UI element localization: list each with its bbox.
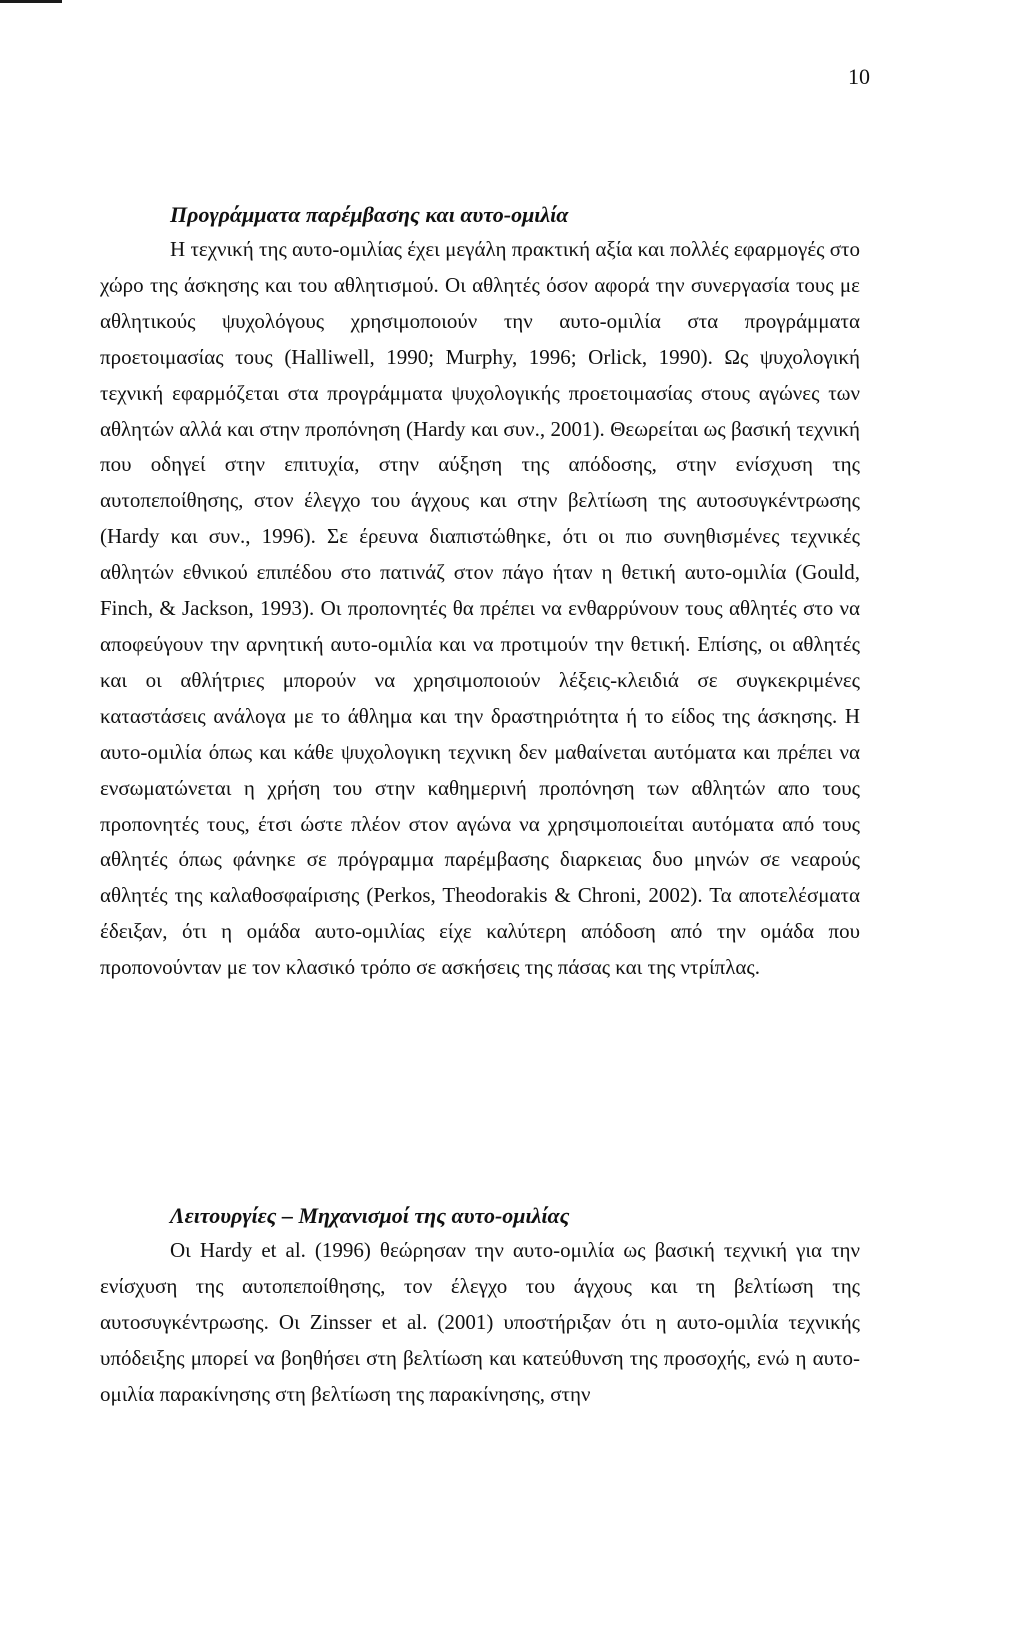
section-paragraph-functions-mechanisms: Οι Hardy et al. (1996) θεώρησαν την αυτο-ομιλία ως βασική τεχνική για την ενίσχυση της αυτοπεποίθησης, τον έλεγχο του άγχους και τη βελτίωση της αυτοσυγκέντρωσης. Οι Zinsser et al. (2001) υποστήριξαν ότι η αυτο-ομιλία τεχνικής υπόδειξης μπορεί να βοηθήσει στη βελτίωση και κατεύθυνση της προσοχής, ενώ η αυτο-ομιλία παρακίνησης στη βελτίωση της παρακίνησης, στην <box>100 1238 860 1406</box>
page-number: 10 <box>848 64 870 89</box>
section-heading-intervention-programs: Προγράμματα παρέμβασης και αυτο-ομιλία <box>170 202 569 227</box>
section-paragraph-intervention-programs: Η τεχνική της αυτο-ομιλίας έχει μεγάλη πρακτική αξία και πολλές εφαρμογές στο χώρο της άσκησης και του αθλητισμού. Οι αθλητές όσον αφορά την συνεργασία τους με αθλητικούς ψυχολόγους χρησιμοποιούν την αυτο-ομιλία στα προγράμματα προετοιμασίας τους (Halliwell, 1990; Murphy, 1996; Orlick, 1990). Ως ψυχολογική τεχνική εφαρμόζεται στα προγράμματα ψυχολογικής προετοιμασίας στους αγώνες των αθλητών αλλά και στην προπόνηση (Hardy και συν., 2001). Θεωρείται ως βασική τεχνική που οδηγεί στην επιτυχία, στην αύξηση της απόδοσης, στην ενίσχυση της αυτοπεποίθησης, στον έλεγχο του άγχους και στην βελτίωση της αυτοσυγκέντρωσης (Hardy και συν., 1996). Σε έρευνα διαπιστώθηκε, ότι οι πιο συνηθισμένες τεχνικές αθλητών εθνικού επιπέδου στο πατινάζ στον πάγο ήταν η θετική αυτο-ομιλία (Gould, Finch, & Jackson, 1993). Οι προπονητές θα πρέπει να ενθαρρύνουν τους αθλητές στο να αποφεύγουν την αρνητική αυτο-ομιλία και να προτιμούν την θετική. Επίσης, οι αθλητές και οι αθλήτριες μπορούν να χρησιμοποιούν λέξεις-κλειδιά σε συγκεκριμένες καταστάσεις ανάλογα με το άθλημα και την δραστηριότητα ή το είδος της άσκησης. Η αυτο-ομιλία όπως και κάθε ψυχολογικη τεχνικη δεν μαθαίνεται αυτόματα και πρέπει να ενσωματώνεται η χρήση του στην καθημερινή προπόνηση των αθλητών απο τους προπονητές τους, έτσι ώστε πλέον στον αγώνα να χρησιμοποιείται αυτόματα από τους αθλητές όπως φάνηκε σε πρόγραμμα παρέμβασης διαρκειας δυο μηνών σε νεαρούς αθλητές της καλαθοσφαίρισης (Perkos, Theodorakis & Chroni, 2002). Τα αποτελέσματα έδειξαν, ότι η ομάδα αυτο-ομιλίας είχε καλύτερη απόδοση από την ομάδα που προπονούνταν με τον κλασικό τρόπο σε ασκήσεις της πάσας και της ντρίπλας. <box>100 237 860 980</box>
section-heading-functions-mechanisms: Λειτουργίες – Μηχανισμοί της αυτο-ομιλίας <box>170 1203 570 1228</box>
scan-edge-mark <box>0 0 62 3</box>
